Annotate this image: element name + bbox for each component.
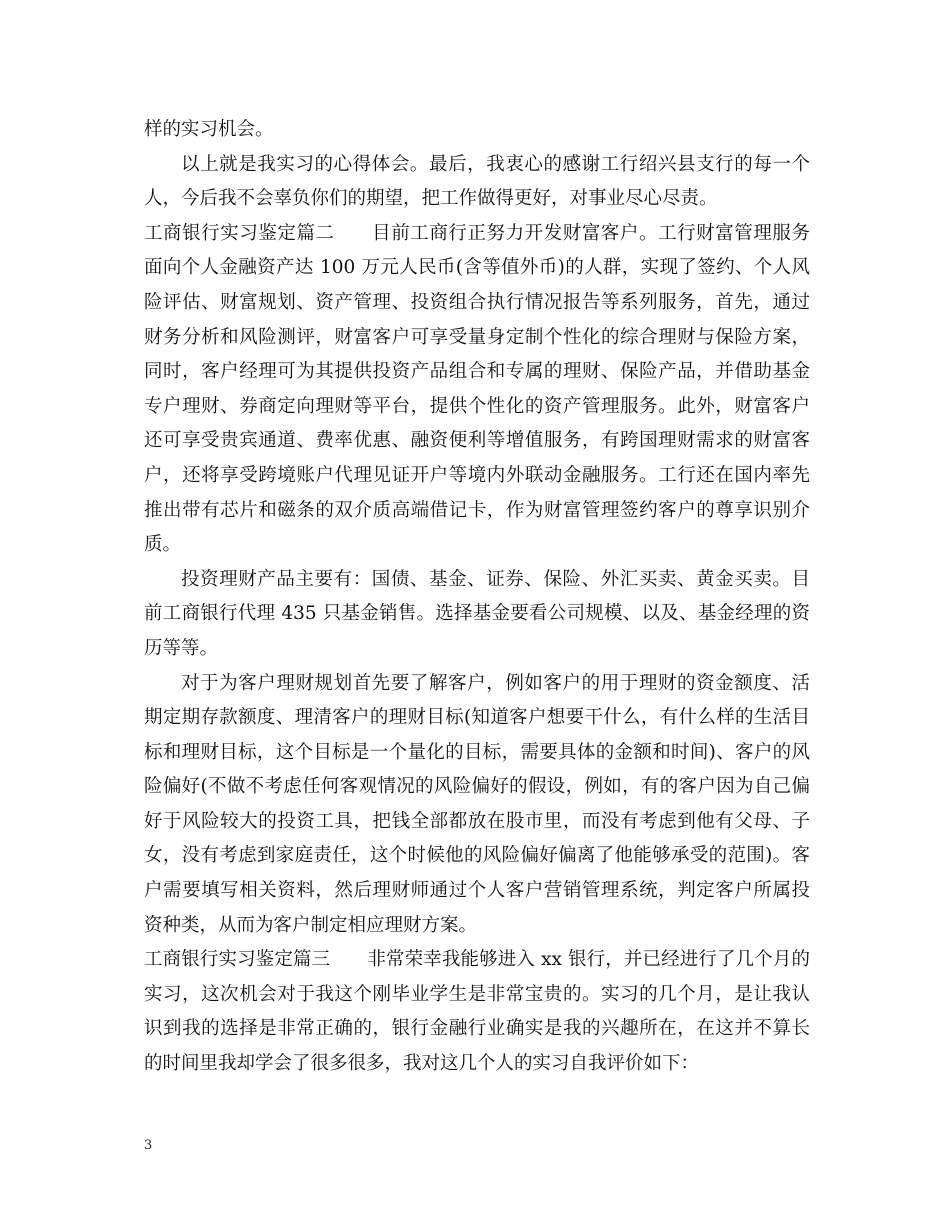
- text-line: 财务分析和风险测评，财富客户可享受量身定制个性化的综合理财与保险方案，: [144, 326, 810, 348]
- text-line: 户需要填写相关资料，然后理财师通过个人客户营销管理系统，判定客户所属投: [144, 880, 810, 902]
- page-number: 3: [144, 1138, 153, 1153]
- text-line: 资种类，从而为客户制定相应理财方案。: [144, 914, 478, 936]
- text-line: 女，没有考虑到家庭责任，这个时候他的风险偏好偏离了他能够承受的范围)。客: [144, 845, 810, 867]
- text-line: 险评估、财富规划、资产管理、投资组合执行情况报告等系列服务，首先，通过: [144, 291, 810, 313]
- section-2: [144, 217, 810, 563]
- text-line: 的时间里我却学会了很多很多，我对这几个人的实习自我评价如下：: [144, 1053, 700, 1075]
- text-line: 同时，客户经理可为其提供投资产品组合和专属的理财、保险产品，并借助基金: [144, 361, 810, 383]
- paragraph-3: [144, 563, 810, 667]
- text-line: 前工商银行代理 435 只基金销售。选择基金要看公司规模、以及、基金经理的资: [144, 603, 810, 625]
- text-line: 期定期存款额度、理清客户的理财目标(知道客户想要干什么，有什么样的生活目: [144, 707, 810, 729]
- text-line: 推出带有芯片和磁条的双介质高端借记卡，作为财富管理签约客户的尊享识别介: [144, 499, 810, 521]
- text-line: 还可享受贵宾通道、费率优惠、融资便利等增值服务，有跨国理财需求的财富客: [144, 430, 810, 452]
- section-title: 工商银行实习鉴定篇三: [144, 949, 331, 971]
- section-title: 工商银行实习鉴定篇二: [144, 222, 335, 244]
- section-first-text: 目前工商行正努力开发财富客户。工行财富管理服务: [371, 222, 810, 244]
- text-line: 标和理财目标，这个目标是一个量化的目标，需要具体的金额和时间)、客户的风: [144, 741, 810, 763]
- section-5: [144, 943, 810, 1081]
- text-line: 对于为客户理财规划首先要了解客户，例如客户的用于理财的资金额度、活: [181, 672, 810, 694]
- paragraph-1: [144, 148, 810, 217]
- text-line: 投资理财产品主要有：国债、基金、证券、保险、外汇买卖、黄金买卖。目: [181, 568, 810, 590]
- text-line: 户，还将享受跨境账户代理见证开户等境内外联动金融服务。工行还在国内率先: [144, 464, 810, 486]
- text-line: 专户理财、券商定向理财等平台，提供个性化的资产管理服务。此外，财富客户: [144, 395, 810, 417]
- section-heading-line: [144, 217, 810, 252]
- text-line: 样的实习机会。: [144, 119, 274, 140]
- text-line: 面向个人金融资产达 100 万元人民币(含等值外币)的人群，实现了签约、个人风: [144, 257, 810, 279]
- paragraph-4: [144, 667, 810, 944]
- text-line: 质。: [144, 534, 182, 556]
- text-line: 历等等。: [144, 637, 219, 659]
- text-line: 好于风险较大的投资工具，把钱全部都放在股市里，而没有考虑到他有父母、子: [144, 810, 810, 832]
- continuation-paragraph: [144, 113, 810, 148]
- text-line: 险偏好(不做不考虑任何客观情况的风险偏好的假设，例如，有的客户因为自己偏: [144, 776, 810, 798]
- text-line: 以上就是我实习的心得体会。最后，我衷心的感谢工行绍兴县支行的每一个: [181, 153, 810, 175]
- section-first-text: 非常荣幸我能够进入 xx 银行，并已经进行了几个月的: [367, 949, 810, 971]
- text-line: 实习，这次机会对于我这个刚毕业学生是非常宝贵的。实习的几个月，是让我认: [144, 983, 810, 1005]
- text-line: 人，今后我不会辜负你们的期望，把工作做得更好，对事业尽心尽责。: [144, 188, 718, 210]
- section-heading-line: [144, 943, 810, 978]
- text-line: 识到我的选择是非常正确的，银行金融行业确实是我的兴趣所在，在这并不算长: [144, 1018, 810, 1040]
- document-body: [144, 113, 810, 1082]
